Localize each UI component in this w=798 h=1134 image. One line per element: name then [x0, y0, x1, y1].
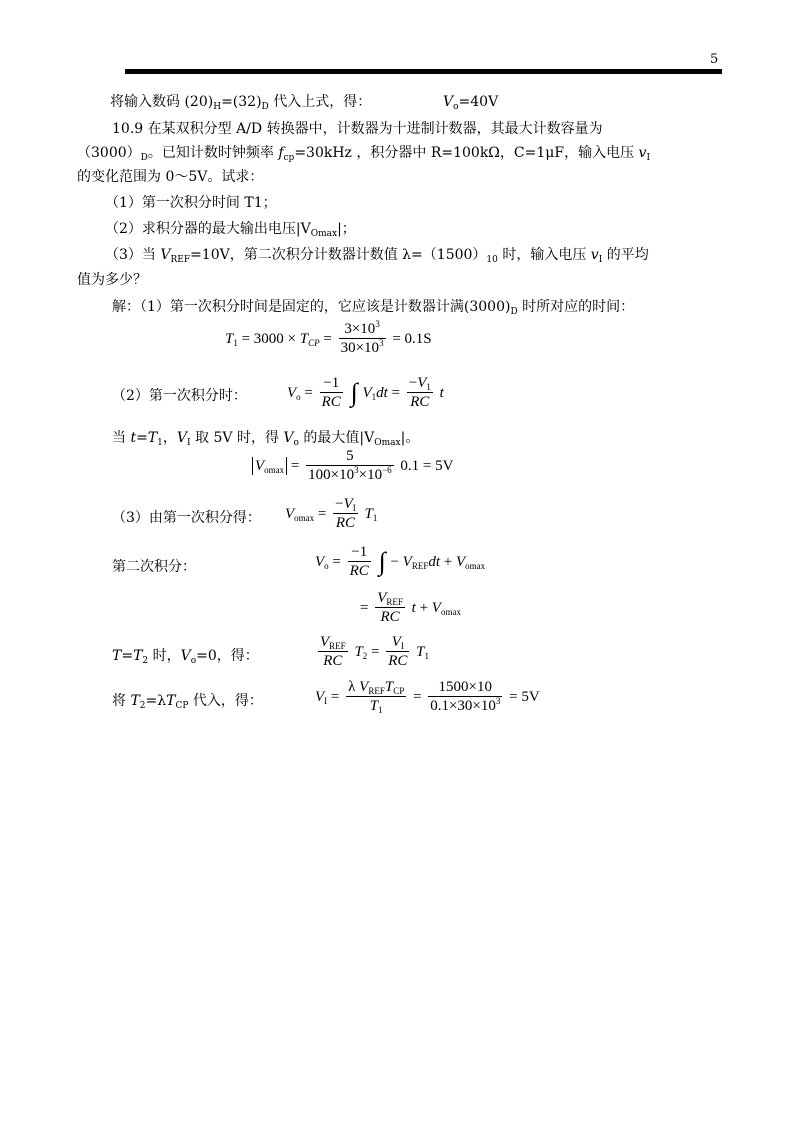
problem-line-1: 10.9 在某双积分型 A/D 转换器中，计数器为十进制计数器，其最大计数容量为 [112, 121, 603, 137]
equation-5: $V_o$ = $\frac{-1}{RC}$ ∫ − $V_{REF}dt + V_{omax}$ [315, 544, 486, 579]
question-3-cont: 值为多少？ [77, 272, 147, 288]
header-rule [125, 69, 722, 74]
solution-line-2: （2）第一次积分时： [112, 388, 247, 404]
question-2: （2）求积分器的最大输出电压$|V_{Omax}|$； [105, 221, 356, 239]
problem-line-2: $(3000)_D$。已知计数时钟频率 $f_{cp}=30kHz$ ，积分器中 R=100kΩ，C=1μF，输入电压 $v_I$ [77, 145, 651, 163]
solution-line-1: 解：（1）第一次积分时间是固定的，它应该是计数器计满$(3000)_D$ 时所对应的时间： [112, 299, 635, 317]
equation-4: $V_{omax}$ = $\frac{-V_I}{RC}$ $T_1$ [285, 496, 378, 531]
equation-2: $V_o$ = $\frac{-1}{RC}$ ∫ $V_1dt$ = $\frac{-V_1}{RC}$ t [287, 375, 444, 410]
equation-8: $V_I$ = λ $V_{REF}T_{CP}$ $T_1$ = $\frac{1500\times 10}{0.1\times 30\times 10^3}$ = 5V [315, 679, 540, 715]
solution-line-7: 将 $T_2=\lambda T_{CP}$ 代入，得： [112, 693, 263, 711]
question-3: （3）当 $V_{REF}=10V$，第二次积分计数器计数值 $\lambda=(1500)_{10}$ 时，输入电压 $v_I$ 的平均 [105, 247, 649, 265]
solution-line-3: 当 $t=T_1$，$V_I$ 取 5V 时，得 $V_o$ 的最大值$|V_{Omax}|$。 [112, 430, 420, 448]
solution-line-6: $T=T_2$ 时，$V_o=0$，得： [112, 648, 259, 666]
equation-1: $T_1 = 3000 \times T_{CP}$ = $\frac{3\times 10^3}{30\times 10^3}$ = 0.1S [225, 319, 432, 356]
equation-7: $V_{REF}$ RC $T_2$ = $\frac{V_I}{RC}$ $T_1$ [320, 634, 430, 669]
line-1: 将输入数码 $(20)_H=(32)_D$ 代入上式，得： [110, 94, 372, 112]
equation-6: = $V_{REF}$ RC $t + V_{omax}$ [360, 590, 461, 625]
line-1-result: $V_o=40V$ [443, 94, 499, 112]
solution-line-4: （3）由第一次积分得： [112, 510, 261, 526]
question-1: （1）第一次积分时间 T1； [105, 195, 277, 211]
page-number: 5 [710, 52, 719, 67]
equation-3: $V_{omax}$ = $\frac{5}{100\times 10^3\times 10^{-6}}$ 0.1 = 5V [252, 447, 453, 484]
problem-line-3: 的变化范围为 0～5V。试求： [77, 169, 264, 185]
solution-line-5: 第二次积分： [112, 559, 196, 575]
